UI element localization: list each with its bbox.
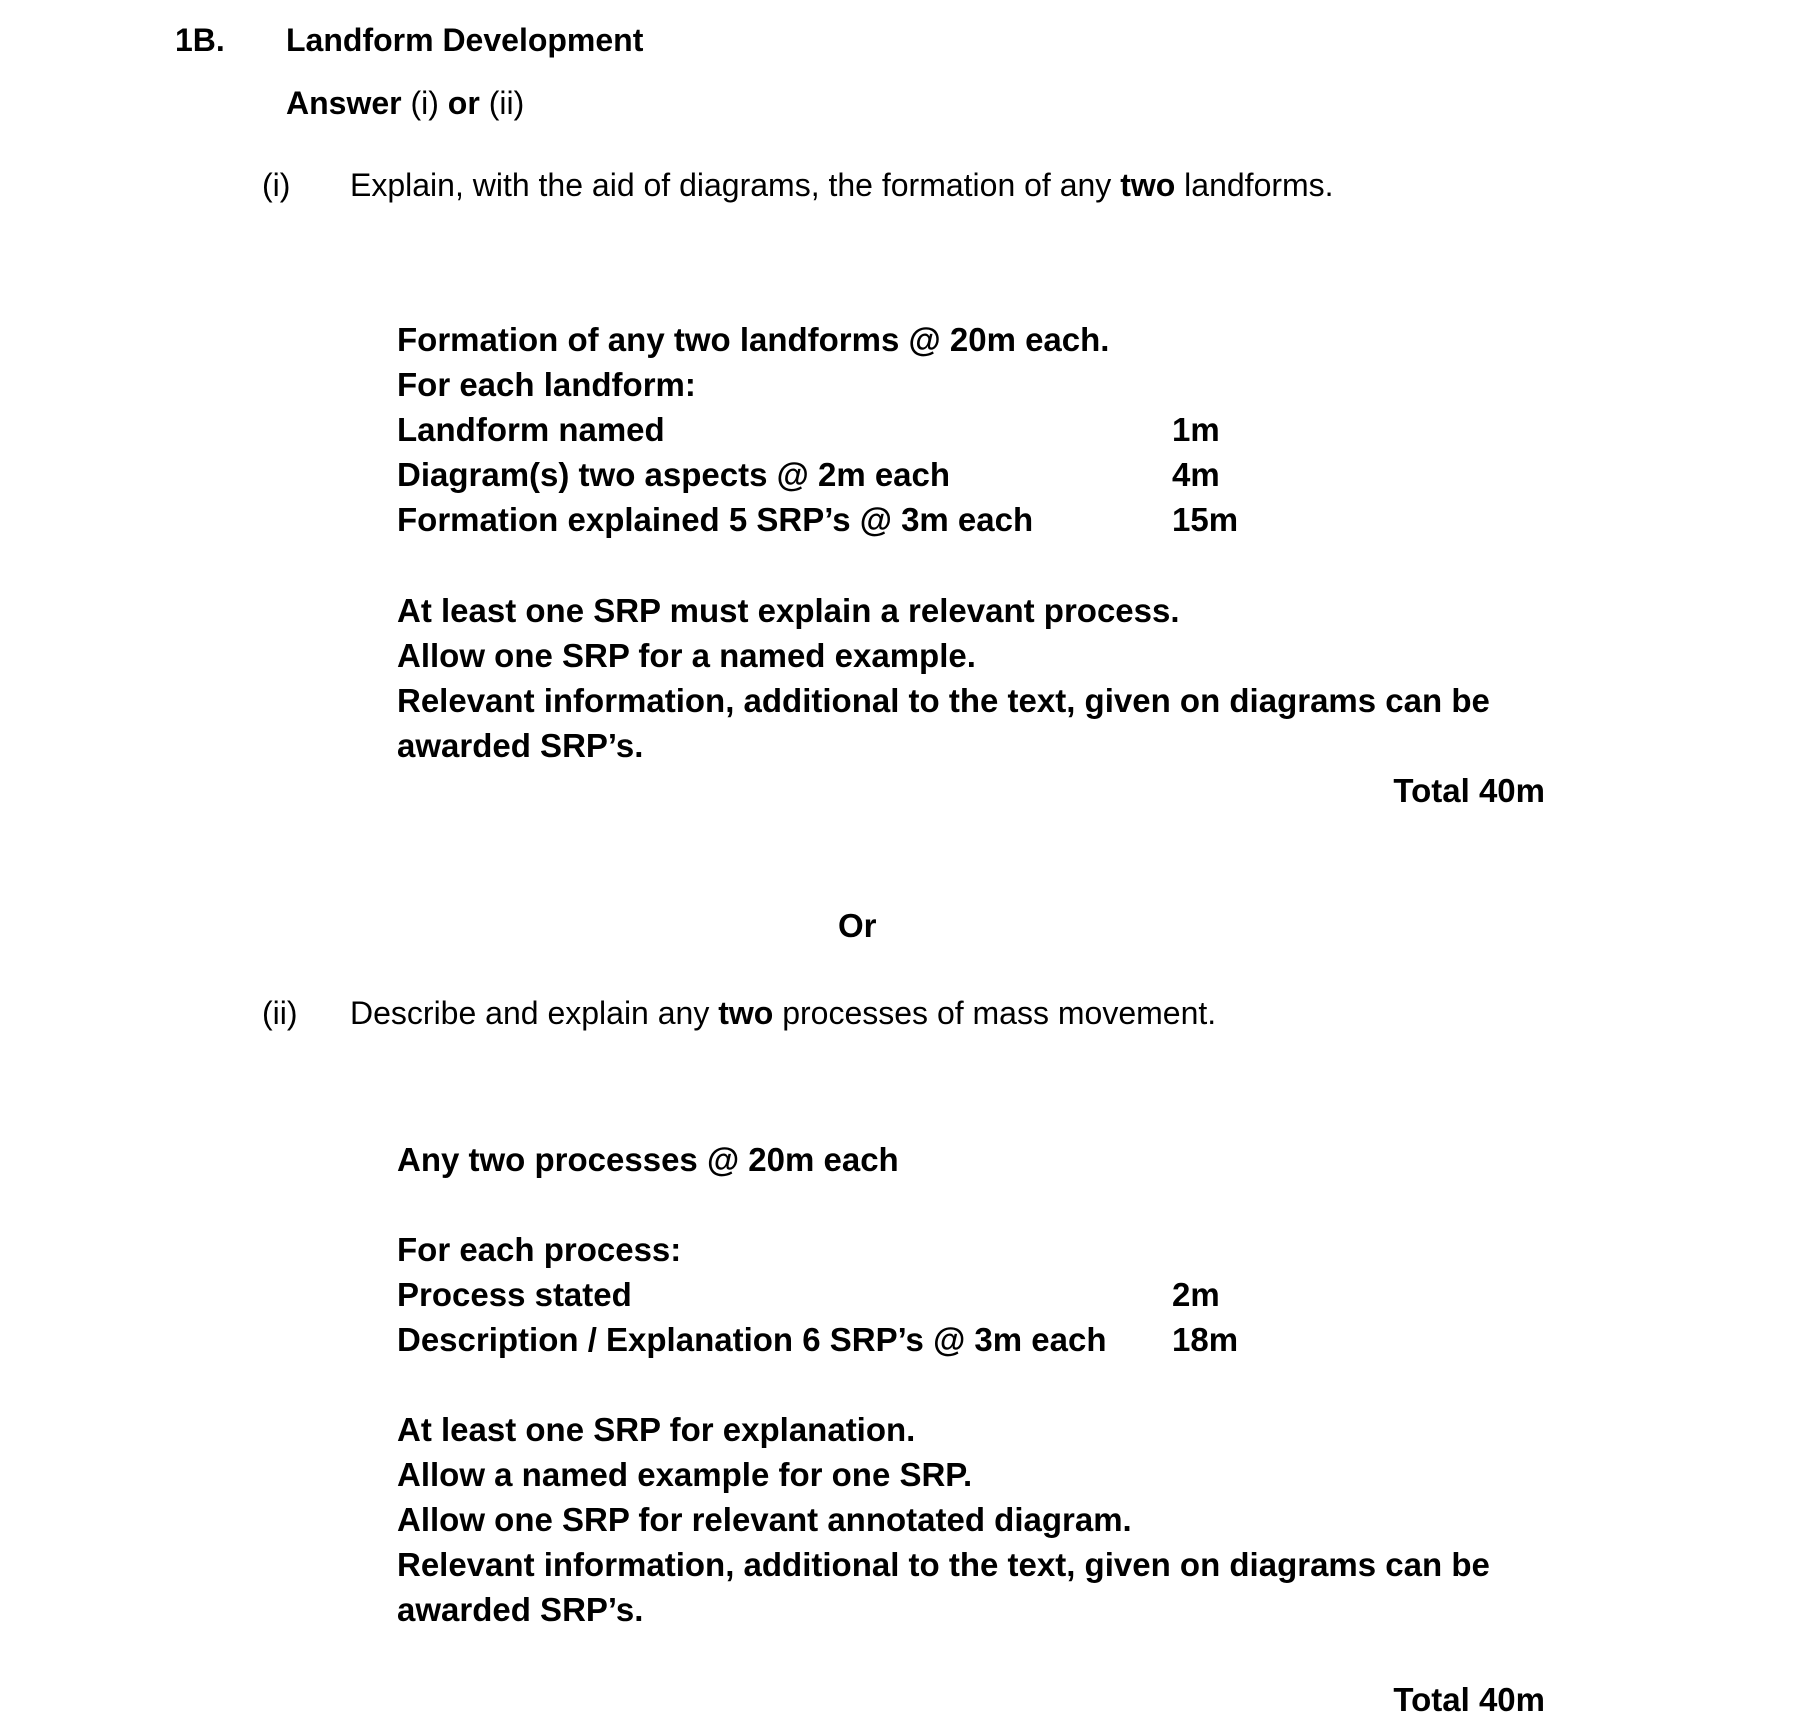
part-i-note: Allow one SRP for a named example. [397, 637, 976, 674]
part-i-mark-value: 1m [1172, 411, 1220, 448]
part-i-note: Relevant information, additional to the text, given on diagrams can be [397, 682, 1490, 719]
part-ii-label: (ii) [262, 995, 298, 1031]
part-ii-mark-item: Process stated [397, 1276, 632, 1313]
part-ii-mark-item: Description / Explanation 6 SRP’s @ 3m each [397, 1321, 1107, 1358]
instruction-answer-word: Answer [286, 85, 402, 121]
part-ii-mark-value: 18m [1172, 1321, 1239, 1358]
part-i-note: awarded SRP’s. [397, 727, 644, 764]
instruction-part-i: (i) [410, 85, 439, 121]
part-i-scheme-line: For each landform: [397, 366, 696, 403]
part-ii-for-each: For each process: [397, 1231, 682, 1268]
question-number: 1B. [175, 22, 225, 58]
part-i-mark-value: 4m [1172, 456, 1220, 493]
part-i-question [350, 169, 1334, 201]
part-ii-note: At least one SRP for explanation. [397, 1411, 916, 1448]
part-ii-note: Allow a named example for one SRP. [397, 1456, 973, 1493]
instruction-or-word: or [447, 85, 480, 121]
part-i-question-bold: two [1120, 167, 1176, 203]
part-ii-scheme-intro: Any two processes @ 20m each [397, 1141, 899, 1178]
part-ii-question-before: Describe and explain any [350, 995, 710, 1031]
or-separator: Or [838, 907, 877, 944]
part-i-question-after: landforms. [1184, 167, 1334, 203]
part-i-total: Total 40m [1393, 772, 1545, 809]
part-ii-note: Allow one SRP for relevant annotated diagram. [397, 1501, 1132, 1538]
part-ii-total: Total 40m [1393, 1681, 1545, 1718]
part-i-mark-value: 15m [1172, 501, 1239, 538]
answer-instruction [286, 87, 524, 119]
part-i-mark-item: Diagram(s) two aspects @ 2m each [397, 456, 951, 493]
part-i-note: At least one SRP must explain a relevant process. [397, 592, 1180, 629]
part-i-label: (i) [262, 167, 291, 203]
part-ii-question [350, 997, 1216, 1029]
part-ii-question-bold: two [718, 995, 774, 1031]
part-i-mark-item: Landform named [397, 411, 665, 448]
part-i-scheme-line: Formation of any two landforms @ 20m each. [397, 321, 1110, 358]
instruction-part-ii: (ii) [488, 85, 525, 121]
part-i-mark-item: Formation explained 5 SRP’s @ 3m each [397, 501, 1034, 538]
part-ii-mark-value: 2m [1172, 1276, 1220, 1313]
part-i-question-before: Explain, with the aid of diagrams, the formation of any [350, 167, 1112, 203]
part-ii-question-after: processes of mass movement. [782, 995, 1217, 1031]
part-ii-note: awarded SRP’s. [397, 1591, 644, 1628]
part-ii-note: Relevant information, additional to the text, given on diagrams can be [397, 1546, 1490, 1583]
section-title: Landform Development [286, 22, 644, 58]
